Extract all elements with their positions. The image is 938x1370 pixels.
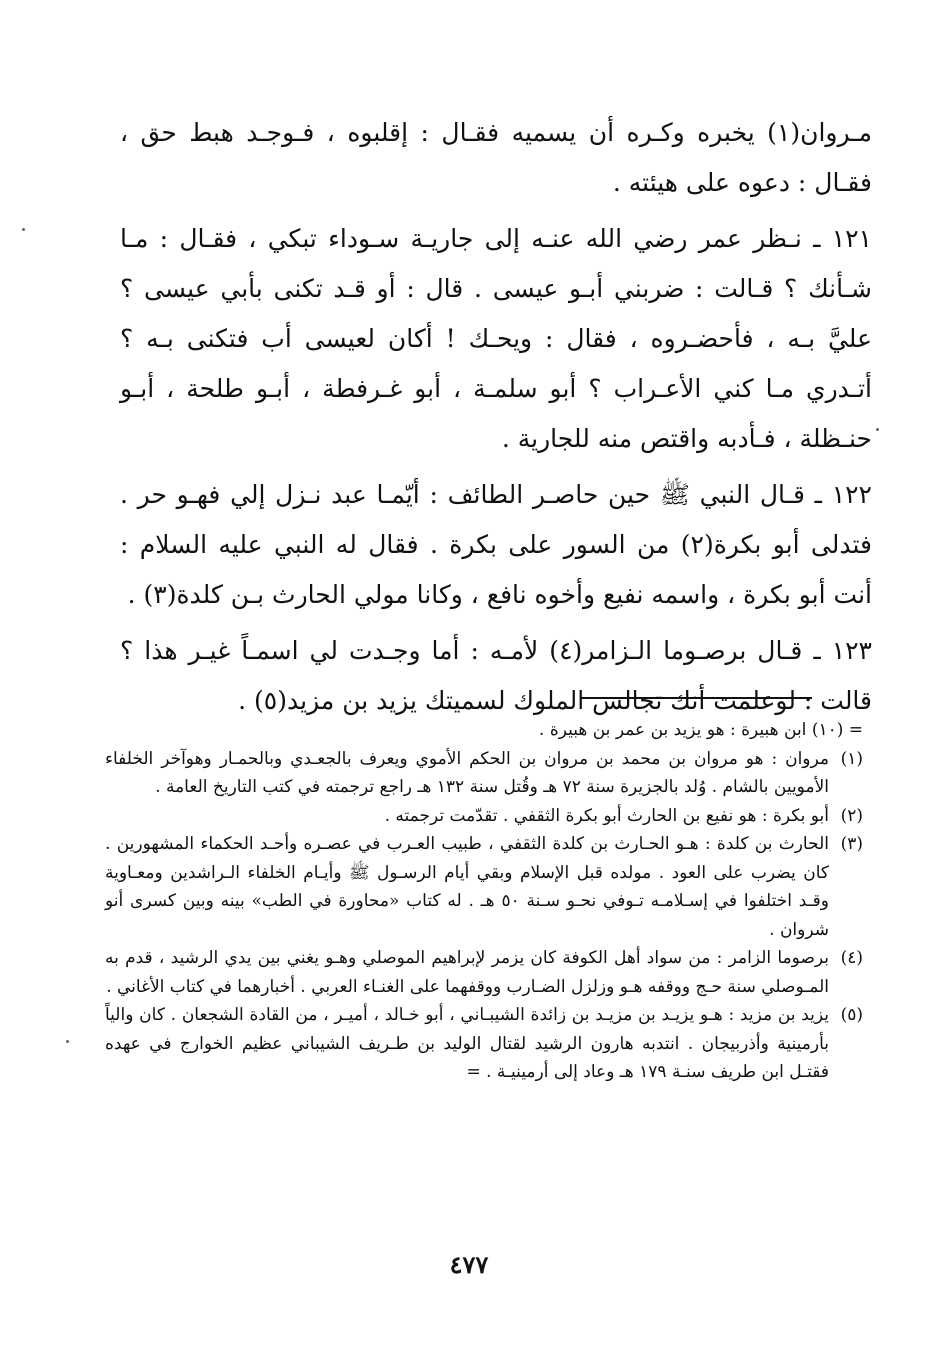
scan-speck [876, 428, 879, 431]
footnote-separator [580, 697, 812, 699]
paragraph-121: ١٢١ ـ نـظر عمر رضي الله عنـه إلى جاريـة سـوداء تبكي ، فقـال : مـا شـأنك ؟ قـالت : ضربني أبـو عيسى . قال : أو قـد تكنى بأبي عيسى ؟ عليَّ بـه ، فأحضـروه ، فقال : ويحـك ! أكان لعيسى أب فتكنى بـه ؟ أتـدري مـا كني الأعـراب ؟ أبو سلمـة ، أبو غـرفطة ، أبـو طلحة ، أبـو حنـظلة ، فـأدبه واقتص منه للجارية . [120, 224, 872, 453]
main-text [120, 108, 872, 732]
footnote-5 [105, 1001, 863, 1087]
footnote-text: برصوما الزامر : من سواد أهل الكوفة كان يزمر لإبراهيم الموصلي وهـو يغني بين يدي الرشيد ، قدم به المـوصلي سنة حـج ووقفه هـو وزلزل الضـارب ووقفهما على الغنـاء العربي . أخبارهما في كتاب الأغاني . [105, 948, 829, 997]
footnote-2 [105, 802, 863, 831]
footnote-number: (٤) [840, 948, 863, 968]
footnote-4 [105, 944, 863, 1001]
paragraph-122: ١٢٢ ـ قـال النبي ﷺ حين حاصـر الطائف : أيّمـا عبد نـزل إلي فهـو حر . فتدلى أبو بكرة(٢) من السور على بكرة . فقال له النبي عليه السلام : أنت أبو بكرة ، واسمه نفيع وأخوه نافع ، وكانا مولي الحارث بـن كلدة(٣) . [120, 480, 872, 609]
paragraph-continuation: مـروان(١) يخبره وكـره أن يسميه فقـال : إقلبوه ، فـوجـد هبط حق ، فقـال : دعوه على هيئته . [120, 118, 872, 197]
footnote-carry-over: = (١٠) ابن هبيرة : هو يزيد بن عمر بن هبيرة . [539, 720, 863, 740]
page-number: ٤٧٧ [449, 1250, 489, 1279]
footnote-1 [105, 745, 863, 802]
footnote-number: (٣) [840, 834, 863, 854]
footnotes [105, 716, 863, 1087]
footnote-3 [105, 830, 863, 944]
footnote-text: مروان : هو مروان بن محمد بن مروان بن الحكم الأموي ويعرف بالجعـدي وبالحمـار وهوآخر الخلفاء الأمويين بالشام . وُلد بالجزيرة سنة ٧٢ هـ وقُتل سنة ١٣٢ هـ راجع ترجمته في كتب التاريخ العامة . [105, 748, 829, 797]
footnote-text: أبو بكرة : هو نفيع بن الحارث أبو بكرة الثقفي . تقدّمت ترجمته . [384, 805, 829, 826]
scan-speck [66, 1040, 69, 1043]
scan-speck [22, 228, 25, 231]
footnote-text: يزيد بن مزيد : هـو يزيـد بن مزيـد بن زائدة الشيبـاني ، أبو خـالد ، أميـر ، من القادة الشجعان . كان والياً بأرمينية وأذربيجان . انتدبه هارون الرشيد لقتال الوليد بن طـريف الشيباني عظيم الخوارج في عهده فقتـل ابن طريف سنـة ١٧٩ هـ وعاد إلى أرمينيـة . = [105, 1005, 829, 1082]
footnote-number: (٥) [840, 1005, 863, 1025]
footnote-text: الحارث بن كلدة : هـو الحـارث بن كلدة الثقفي ، طبيب العـرب في عصـره وأحـد الحكماء المشهورين . كان يضرب على العود . مولده قبل الإسلام وبقي أيام الرسـول ﷺ وأيـام الخلفاء الـراشدين ومعـاوية وقـد اختلفوا في إسـلامـه تـوفي نحـو سـنة ٥٠ هـ . له كتاب «محاورة في الطب» بينه وبين كسرى أنو شروان . [105, 834, 829, 940]
paragraph-123: ١٢٣ ـ قـال برصـوما الـزامر(٤) لأمـه : أما وجـدت لي اسمـاً غيـر هذا ؟ قالت : لوعلمت أنك تجالس الملوك لسميتك يزيد بن مزيد(٥) . [120, 636, 872, 715]
footnote-number: (١) [840, 748, 863, 769]
footnote-number: (٢) [840, 805, 863, 826]
